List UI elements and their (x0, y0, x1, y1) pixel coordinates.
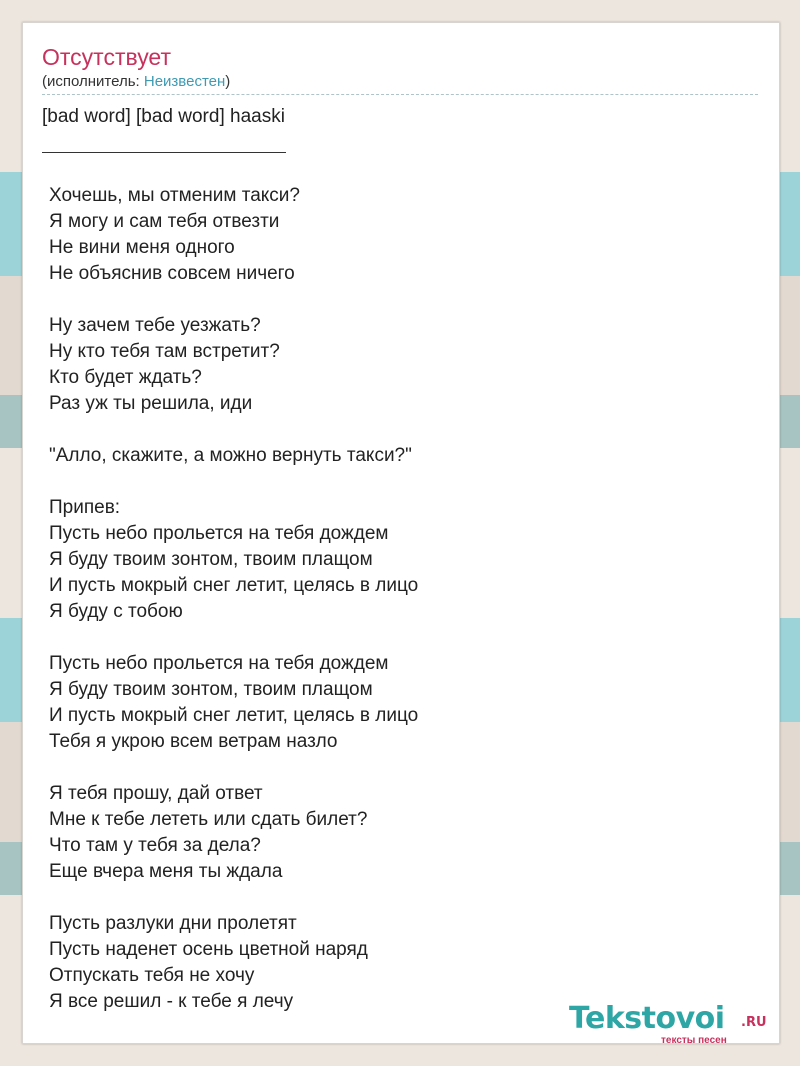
lyrics-line: Пусть разлуки дни пролетят (49, 913, 297, 934)
artist-prefix: (исполнитель: (42, 73, 144, 90)
lyrics-card (22, 22, 780, 1044)
lyrics-line: Кто будет ждать? (49, 367, 202, 388)
artist-suffix: ) (225, 73, 231, 90)
lyrics-line: Не объяснив совсем ничего (49, 263, 295, 284)
lyrics-line: Хочешь, мы отменим такси? (49, 185, 300, 206)
song-title: Отсутствует (42, 44, 171, 70)
lyrics-text (49, 183, 749, 1041)
lyrics-stanza (49, 651, 749, 755)
lyrics-line: Ну зачем тебе уезжать? (49, 315, 261, 336)
lyrics-line: Я буду с тобою (49, 601, 183, 622)
lyrics-line: Что там у тебя за дела? (49, 835, 261, 856)
lyrics-stanza (49, 911, 749, 1015)
lyrics-stanza (49, 495, 749, 625)
lyrics-line: Пусть небо прольется на тебя дождем (49, 653, 389, 674)
header-divider (42, 94, 758, 95)
lyrics-line: Я могу и сам тебя отвезти (49, 211, 280, 232)
song-meta: [bad word] [bad word] haaski (42, 106, 285, 127)
lyrics-line: Я буду твоим зонтом, твоим плащом (49, 679, 373, 700)
lyrics-stanza (49, 443, 749, 469)
meta-underline (42, 152, 286, 153)
lyrics-line: "Алло, скажите, а можно вернуть такси?" (49, 445, 412, 466)
site-logo[interactable] (569, 1001, 779, 1047)
lyrics-line: Я буду твоим зонтом, твоим плащом (49, 549, 373, 570)
lyrics-line: Пусть наденет осень цветной наряд (49, 939, 368, 960)
lyrics-line: Ну кто тебя там встретит? (49, 341, 280, 362)
logo-tld: .RU (741, 1015, 767, 1030)
logo-tagline: тексты песен (661, 1035, 727, 1046)
lyrics-line: Припев: (49, 497, 121, 518)
logo-wordmark: Tekstovoi (569, 1001, 725, 1036)
artist-line (42, 73, 230, 90)
lyrics-line: Не вини меня одного (49, 237, 235, 258)
lyrics-stanza (49, 313, 749, 417)
lyrics-stanza (49, 183, 749, 287)
lyrics-line: Пусть небо прольется на тебя дождем (49, 523, 389, 544)
lyrics-line: И пусть мокрый снег летит, целясь в лицо (49, 575, 419, 596)
lyrics-line: Я все решил - к тебе я лечу (49, 991, 294, 1012)
lyrics-line: Отпускать тебя не хочу (49, 965, 255, 986)
lyrics-stanza (49, 781, 749, 885)
lyrics-line: Мне к тебе лететь или сдать билет? (49, 809, 368, 830)
lyrics-line: Тебя я укрою всем ветрам назло (49, 731, 338, 752)
artist-link[interactable]: Неизвестен (143, 73, 226, 90)
lyrics-line: Еще вчера меня ты ждала (49, 861, 283, 882)
lyrics-line: Раз уж ты решила, иди (49, 393, 253, 414)
lyrics-line: Я тебя прошу, дай ответ (49, 783, 263, 804)
lyrics-line: И пусть мокрый снег летит, целясь в лицо (49, 705, 419, 726)
